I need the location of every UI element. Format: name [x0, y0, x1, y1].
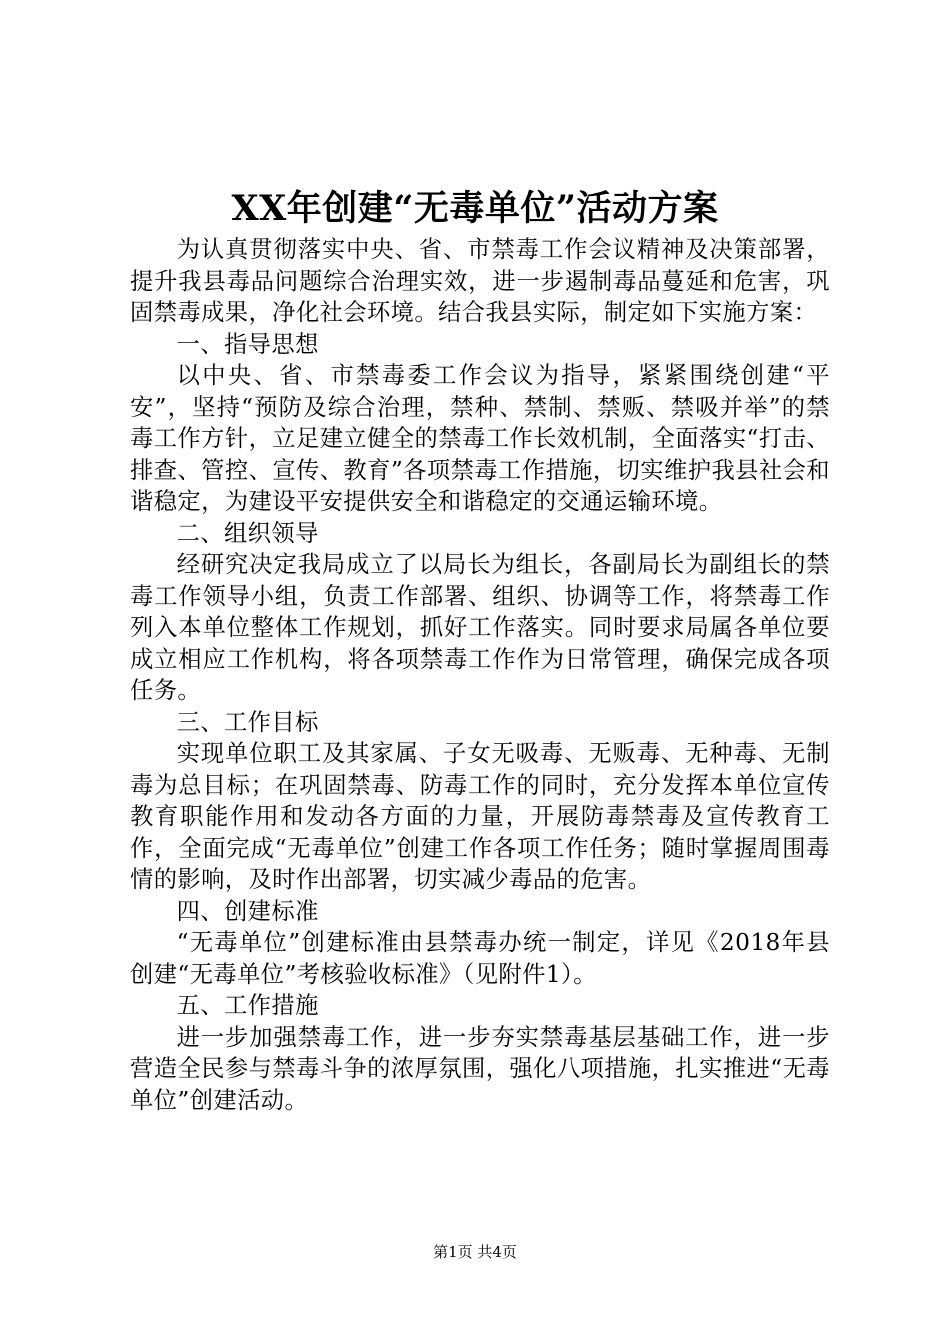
section-heading-measures: 五、工作措施	[176, 992, 319, 1019]
document-title: XX年创建“无毒单位”活动方案	[231, 188, 719, 229]
section-heading-organization: 二、组织领导	[176, 519, 319, 547]
intro-paragraph: 为认真贯彻落实中央、省、市禁毒工作会议精神及决策部署，提升我县毒品问题综合治理实效，进一步遏制毒品蔓延和危害，巩固禁毒成果，净化社会环境。结合我县实际，制定如下实施方案：	[130, 236, 830, 326]
page-number: 第1页 共4页	[433, 1243, 517, 1261]
document-body	[130, 234, 830, 1116]
paragraph-goals: 实现单位职工及其家属、子女无吸毒、无贩毒、无种毒、无制毒为总目标；在巩固禁毒、防毒工作的同时，充分发挥本单位宣传教育职能作用和发动各方面的力量，开展防毒禁毒及宣传教育工作，全面完成“无毒单位”创建工作各项工作任务；随时掌握周围毒情的影响，及时作出部署，切实减少毒品的危害。	[130, 740, 830, 893]
section-heading-guiding-ideology: 一、指导思想	[176, 330, 319, 358]
paragraph-organization: 经研究决定我局成立了以局长为组长，各副局长为副组长的禁毒工作领导小组，负责工作部署、组织、协调等工作，将禁毒工作列入本单位整体工作规划，抓好工作落实。同时要求局属各单位要成立相应工作机构，将各项禁毒工作作为日常管理，确保完成各项任务。	[130, 551, 830, 704]
section-heading-goals: 三、工作目标	[176, 708, 319, 736]
paragraph-measures: 进一步加强禁毒工作，进一步夯实禁毒基层基础工作，进一步营造全民参与禁毒斗争的浓厚氛围，强化八项措施，扎实推进“无毒单位”创建活动。	[130, 1023, 830, 1114]
paragraph-standards: “无毒单位”创建标准由县禁毒办统一制定，详见《2018年县创建“无毒单位”考核验收标准》（见附件1）。	[130, 929, 830, 988]
section-heading-standards: 四、创建标准	[176, 897, 319, 925]
paragraph-guiding-ideology: 以中央、省、市禁毒委工作会议为指导，紧紧围绕创建“平安”，坚持“预防及综合治理，禁种、禁制、禁贩、禁吸并举”的禁毒工作方针，立足建立健全的禁毒工作长效机制，全面落实“打击、排查、管控、宣传、教育”各项禁毒工作措施，切实维护我县社会和谐稳定，为建设平安提供安全和谐稳定的交通运输环境。	[130, 362, 830, 515]
